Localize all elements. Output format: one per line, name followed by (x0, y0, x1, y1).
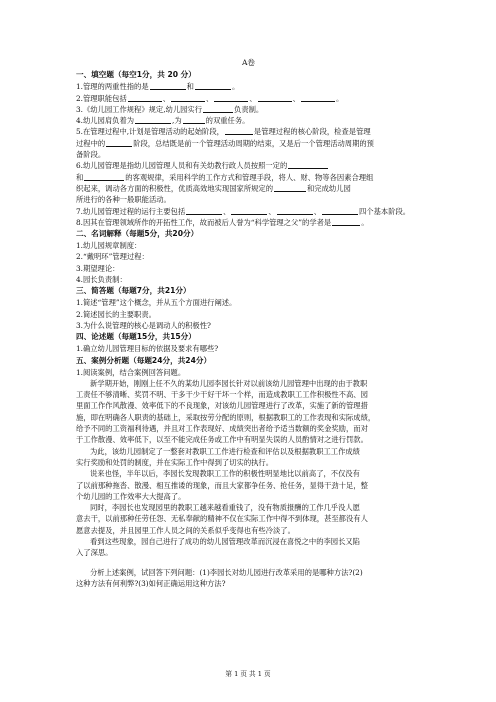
answer-blank[interactable] (214, 93, 248, 102)
exam-page: A卷 一、填空题（每空1分，共 20 分） 1.管理的两重性指的是 和 。 2.管理职能包括 、 、 、 、 。 3.《幼儿园工作规程》规定,幼儿园实行 负责制。 4.幼儿园肩负着为 ,为 的双重任务。 5.在管理过程中,计划是管理活动的起始阶段， 是管理过程的核心阶段，检查是管理 过程中的 阶段，总结既是前一个管理活动周期的结束，又是后一个管理活动周期的预 备阶段。 6.幼儿园管理是指幼儿园管理人员和有关幼教行政人员按照一定的 和 的客观规律，采用科学的工作方式和管理手段，将人、财、物等各因素合理组 织起来，调动各方面的积极性，优质高效地实现国家所规定的 和完成幼儿园 所进行的各种一般职能活动。 7.幼儿园管理过程的运行主要包括 、 、 、 四个基本阶段。 8.因其在管理领域所作的开拓性工作，故而被后人誉为“科学管理之父”的学者是 。 二、名词解释（每题5分，共20分） 1.幼儿园规章制度： 2.“戴明环”管理过程： 3.期望理论： 4.园长负责制： 三、简答题（每题7分，共21分） 1.简述“管理”这个概念，并从五个方面进行阐述。 2.简述园长的主要职责。 3.为什么说管理的核心是调动人的积极性? 四、论述题（每题15分，共15分） 1.确立幼儿园管理目标的依据及要求有哪些? 五、案例分析题（每题24分，共24分） 1.阅读案例，结合案例回答问题。 新学期开始，刚刚上任不久的某幼儿园李园长针对以前该幼儿园管理中出现的由于教职 工责任不够清晰、奖罚不明、干多干少干好干坏一个样，而造成教职工工作积极性不高、园 里面工作作风散漫、效率低下的不良现象，对该幼儿园管理进行了改革，实施了新的管理措 施，即在明确各人职责的基础上，采取按劳分配的原则，根据教职工的工作表现和实际成绩， 给予不同的工资福利待遇，并且对工作表现好、成绩突出者给予适当数额的奖金奖励，而对 于工作散漫、效率低下，以至不能完成任务或工作中有明显失误的人员酌情对之进行罚款。 为此，该幼儿园制定了一整套对教职工工作进行检查和评估以及根据教职工工作成绩 实行奖励和处罚的制度，并在实际工作中得到了切实的执行。 说来也怪，半年以后，李园长发现教职工工作的积极性明显地比以前高了，不仅没有 了以前那种拖沓、散漫、相互推诿的现象，而且大家都争任务、抢任务，显得干劲十足，整 个幼儿园的工作效率大大提高了。 同时，李园长也发现园里的教职工越来越看重钱了，没有物质报酬的工作几乎没人愿 意去干，以前那种任劳任怨、无私奉献的精神不仅在实际工作中得不到体现，甚至都没有人 愿意去提及，并且园里工作人员之间的关系似乎变得也有些冷淡了。 看到这些现象，园自己进行了成功的幼儿园管理改革而沉浸在喜悦之中的李园长又陷 入了深思。 分析上述案例，试回答下列问题：(1)李园长对幼儿园进行改革采用的是哪种方法?(2) 这种方法有何利弊?(3)如何正确运用这种方法? (76, 57, 421, 589)
term-question: 2.“戴明环”管理过程： (76, 252, 149, 262)
case-paragraph-2: 说来也怪，半年以后，李园长发现教职工工作的积极性明显地比以前高了，不仅没有 了以前那种拖沓、散漫、相互推诿的现象，而且大家都争任务、抢任务，显得干劲十足，整 个幼儿园的工作效率大大提高了。 (76, 469, 368, 501)
answer-blank[interactable] (171, 93, 205, 102)
case-paragraph-1: 新学期开始，刚刚上任不久的某幼儿园李园长针对以前该幼儿园管理中出现的由于教职 工责任不够清晰、奖罚不明、干多干少干好干坏一个样，而造成教职工工作积极性不高、园 里面工作作风散漫、效率低下的不良现象，对该幼儿园管理进行了改革，实施了新的管理措 施，即在明确各人职责的基础上，采取按劳分配的原则，根据教职工的工作表现和实际成绩， 给予不同的工资福利待遇，并且对工作表现好、成绩突出者给予适当数额的奖金奖励，而对 于工作散漫、效率低下，以至不能完成任务或工作中有明显失误的人员酌情对之进行罚款。 为此，该幼儿园制定了一整套对教职工工作进行检查和评估以及根据教职工工作成绩 实行奖励和处罚的制度，并在实际工作中得到了切实的执行。 (76, 378, 376, 467)
term-question: 4.园长负责制： (76, 275, 127, 285)
answer-blank[interactable] (195, 81, 231, 90)
answer-blank[interactable] (225, 126, 253, 135)
fill-question-8: 8.因其在管理领域所作的开拓性工作，故而被后人誉为“科学管理之父”的学者是 。 (76, 217, 369, 227)
case-questions: 分析上述案例，试回答下列问题：(1)李园长对幼儿园进行改革采用的是哪种方法?(2) 这种方法有何利弊?(3)如何正确运用这种方法? (76, 567, 363, 588)
section-heading-terms: 二、名词解释（每题5分，共20分） (76, 229, 199, 239)
essay-question: 1.确立幼儿园管理目标的依据及要求有哪些? (76, 344, 219, 354)
answer-blank[interactable] (84, 172, 124, 181)
answer-blank[interactable] (231, 206, 267, 215)
case-intro: 1.阅读案例，结合案例回答问题。 (76, 367, 186, 377)
fill-question-1: 1.管理的两重性指的是 和 。 (76, 82, 240, 92)
section-heading-essay: 四、论述题（每题15分，共15分） (76, 332, 196, 342)
answer-blank[interactable] (274, 183, 306, 192)
answer-blank[interactable] (106, 138, 132, 147)
answer-blank[interactable] (183, 115, 205, 124)
term-question: 3.期望理论： (76, 263, 120, 273)
answer-blank[interactable] (186, 206, 222, 215)
answer-blank[interactable] (150, 81, 186, 90)
fill-question-7: 7.幼儿园管理过程的运行主要包括 、 、 、 四个基本阶段。 (76, 206, 411, 216)
fill-question-5: 5.在管理过程中,计划是管理活动的起始阶段， 是管理过程的核心阶段，检查是管理 (76, 127, 371, 137)
answer-blank[interactable] (322, 206, 358, 215)
section-heading-case: 五、案例分析题（每题24分，共24分） (76, 355, 212, 365)
answer-blank[interactable] (288, 160, 328, 169)
answer-blank[interactable] (128, 93, 162, 102)
fill-question-2: 2.管理职能包括 、 、 、 、 。 (76, 93, 344, 103)
answer-blank[interactable] (135, 115, 171, 124)
fill-question-4: 4.幼儿园肩负着为 ,为 的双重任务。 (76, 116, 250, 126)
short-question: 3.为什么说管理的核心是调动人的积极性? (76, 320, 211, 330)
answer-blank[interactable] (332, 217, 360, 226)
fill-question-3: 3.《幼儿园工作规程》规定,幼儿园实行 负责制。 (76, 104, 264, 114)
section-heading-short: 三、简答题（每题7分，共21分） (76, 286, 191, 296)
fill-question-6: 6.幼儿园管理是指幼儿园管理人员和有关幼教行政人员按照一定的 (76, 160, 421, 171)
answer-blank[interactable] (203, 104, 233, 113)
answer-blank[interactable] (301, 93, 335, 102)
page-footer: 第 1 页 共 1 页 (225, 670, 271, 678)
answer-blank[interactable] (277, 206, 313, 215)
short-question: 2.简述园长的主要职责。 (76, 309, 156, 319)
case-paragraph-3: 同时，李园长也发现园里的教职工越来越看重钱了，没有物质报酬的工作几乎没人愿 意去干，以前那种任劳任怨、无私奉献的精神不仅在实际工作中得不到体现，甚至都没有人 愿意去提及，并且园里工作人员之间的关系似乎变得也有些冷淡了。 (76, 503, 368, 535)
section-heading-fill: 一、填空题（每空1分，共 20 分） (76, 70, 196, 80)
answer-blank[interactable] (258, 93, 292, 102)
term-question: 1.幼儿园规章制度： (76, 241, 142, 251)
case-paragraph-4: 看到这些现象，园自己进行了成功的幼儿园管理改革而沉浸在喜悦之中的李园长又陷 入了深思。 (76, 536, 360, 558)
short-question: 1.简述“管理”这个概念，并从五个方面进行阐述。 (76, 298, 237, 308)
paper-title: A卷 (241, 58, 256, 67)
